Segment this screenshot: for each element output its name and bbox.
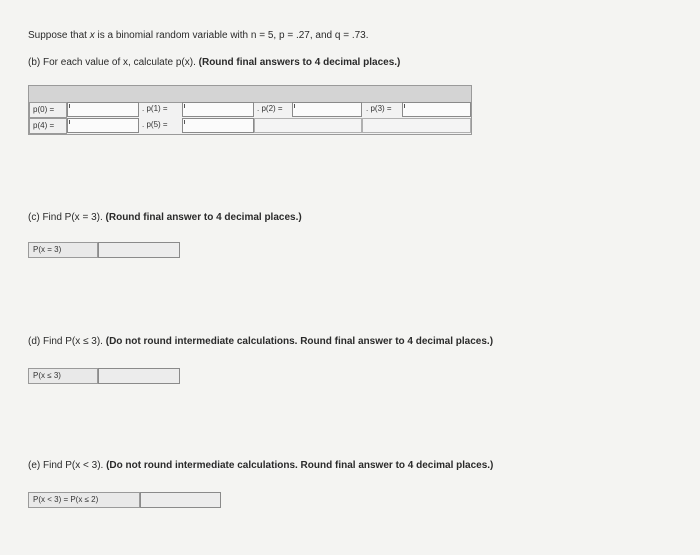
p1-label: . p(1) = <box>142 104 168 113</box>
part-d-field-label: P(x ≤ 3) <box>28 368 98 384</box>
p0-label: p(0) = <box>29 102 67 118</box>
p1-input[interactable] <box>182 102 254 117</box>
part-d-label: (d) Find P(x ≤ 3). <box>28 336 103 347</box>
table-header <box>29 86 471 103</box>
part-c-instruction: (Round final answer to 4 decimal places.) <box>105 212 302 223</box>
part-c-field-label: P(x = 3) <box>28 242 98 258</box>
part-e-answer-input[interactable] <box>140 492 221 508</box>
part-e-field-label: P(x < 3) = P(x ≤ 2) <box>28 492 140 508</box>
intro-params: n = 5, p = .27, and q = .73. <box>250 30 369 41</box>
part-b-instruction: (Round final answers to 4 decimal places.) <box>198 57 401 68</box>
part-b-heading <box>28 57 400 68</box>
intro-text-pre: Suppose that <box>28 30 90 41</box>
p3-label: . p(3) = <box>366 104 392 113</box>
p4-input[interactable] <box>67 118 139 133</box>
problem-statement <box>28 30 369 41</box>
p3-input[interactable] <box>402 102 471 117</box>
intro-variable: x <box>89 30 95 41</box>
part-d-answer-input[interactable] <box>98 368 180 384</box>
intro-text-mid: is a binomial random variable with <box>94 30 251 41</box>
part-d-instruction: (Do not round intermediate calculations. Round final answer to 4 decimal places.) <box>105 336 494 347</box>
p0-input[interactable] <box>67 102 139 117</box>
part-c-label: (c) Find P(x = 3). <box>28 212 103 223</box>
p5-label: . p(5) = <box>142 120 168 129</box>
part-b-label: (b) For each value of x, calculate p(x). <box>28 57 196 68</box>
p2-label: . p(2) = <box>257 104 283 113</box>
part-d-heading <box>28 336 493 347</box>
probability-table <box>28 85 472 135</box>
part-e-heading <box>28 460 493 471</box>
p4-label: p(4) = <box>29 118 67 134</box>
empty-cell-2 <box>362 118 471 133</box>
p2-input[interactable] <box>292 102 362 117</box>
empty-cell-1 <box>254 118 362 133</box>
part-e-instruction: (Do not round intermediate calculations. Round final answer to 4 decimal places.) <box>106 460 494 471</box>
part-c-heading <box>28 212 302 223</box>
part-c-answer-input[interactable] <box>98 242 180 258</box>
p5-input[interactable] <box>182 118 254 133</box>
part-e-label: (e) Find P(x < 3). <box>28 460 104 471</box>
